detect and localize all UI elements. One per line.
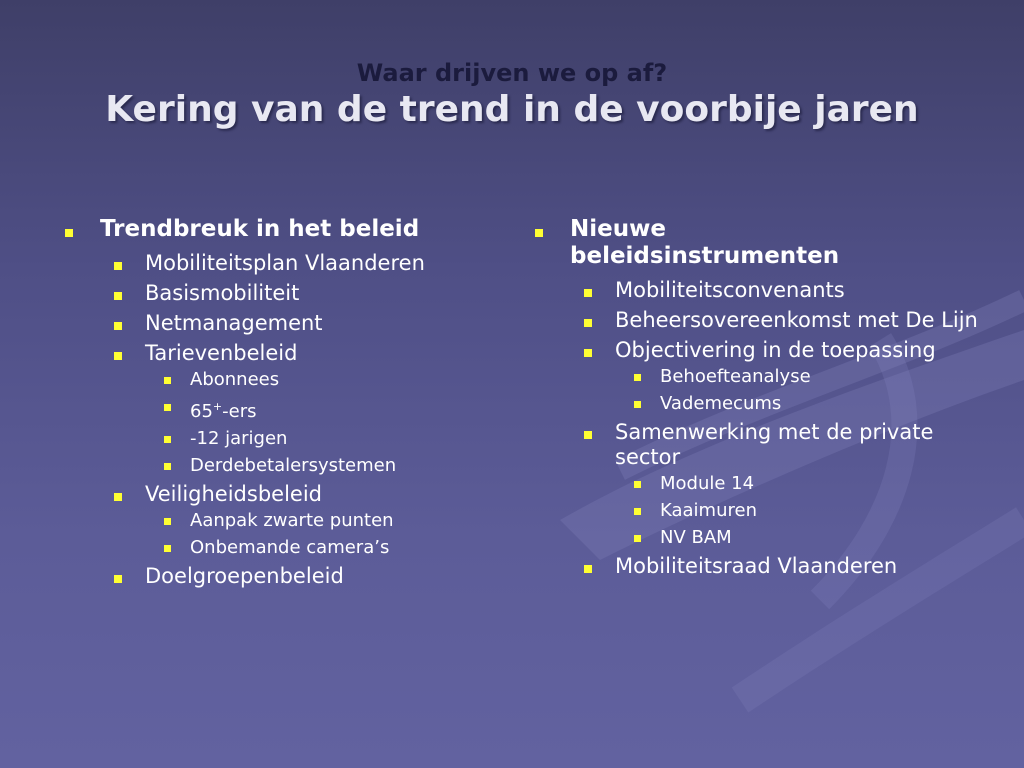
item-text: Mobiliteitsplan Vlaanderen: [145, 251, 425, 275]
bullet-square-icon: [164, 436, 171, 443]
item-text: Basismobiliteit: [145, 281, 300, 305]
bullet-square-icon: [634, 481, 641, 488]
bullet-square-icon: [634, 374, 641, 381]
item-text: Veiligheidsbeleid: [145, 482, 322, 506]
bullet-square-icon: [114, 322, 122, 330]
item-text: Derdebetalersystemen: [190, 455, 397, 476]
bullet-square-icon: [164, 518, 171, 525]
item-text: Beheersovereenkomst met De Lijn: [615, 308, 978, 332]
list-subitem: [60, 396, 520, 423]
right-bullet-list: [530, 216, 990, 579]
item-text: Module 14: [660, 473, 755, 494]
bullet-square-icon: [114, 292, 122, 300]
list-subitem: [60, 510, 520, 532]
list-item: [530, 420, 990, 470]
bullet-square-icon: [584, 319, 592, 327]
bullet-square-icon: [584, 289, 592, 297]
list-item: [530, 338, 990, 363]
bullet-square-icon: [535, 229, 543, 237]
bullet-square-icon: [65, 229, 73, 237]
item-text: Mobiliteitsconvenants: [615, 278, 845, 302]
item-text: -12 jarigen: [190, 428, 288, 449]
left-column: [60, 214, 520, 589]
list-item: [530, 278, 990, 303]
list-heading: [530, 216, 990, 270]
slide-subtitle: Waar drijven we op af?: [356, 59, 668, 87]
bullet-square-icon: [114, 493, 122, 501]
item-text: Onbemande camera’s: [190, 537, 390, 558]
list-subitem: [530, 527, 990, 549]
bullet-square-icon: [164, 404, 171, 411]
slide-title: Kering van de trend in de voorbije jaren: [105, 89, 919, 130]
list-item: [60, 251, 520, 276]
item-text: Kaaimuren: [660, 500, 757, 521]
list-subitem: [60, 455, 520, 477]
list-item: [60, 482, 520, 507]
list-subitem: [60, 369, 520, 391]
list-subitem: [530, 500, 990, 522]
list-item: [60, 281, 520, 306]
list-item: [530, 554, 990, 579]
list-heading: [60, 216, 520, 243]
item-text-suffix: -ers: [222, 401, 257, 422]
item-text: Samenwerking met de private sector: [615, 420, 934, 469]
bullet-square-icon: [164, 545, 171, 552]
item-text: 65: [190, 401, 213, 422]
list-subitem: [60, 537, 520, 559]
list-item: [530, 308, 990, 333]
item-text: Tarievenbeleid: [145, 341, 298, 365]
bullet-square-icon: [584, 349, 592, 357]
bullet-square-icon: [634, 401, 641, 408]
item-text: Behoefteanalyse: [660, 366, 811, 387]
list-item: [60, 311, 520, 336]
list-subitem: [530, 366, 990, 388]
list-subitem: [530, 393, 990, 415]
bullet-square-icon: [584, 431, 592, 439]
bullet-square-icon: [114, 352, 122, 360]
bullet-square-icon: [164, 377, 171, 384]
item-text: Aanpak zwarte punten: [190, 510, 394, 531]
bullet-square-icon: [114, 262, 122, 270]
heading-text: Trendbreuk in het beleid: [100, 216, 420, 242]
bullet-square-icon: [584, 565, 592, 573]
list-item: [60, 341, 520, 366]
heading-text: Nieuwe: [570, 216, 666, 242]
item-text: NV BAM: [660, 527, 732, 548]
item-text: Netmanagement: [145, 311, 323, 335]
item-text: Vademecums: [660, 393, 782, 414]
superscript-plus: +: [212, 400, 223, 413]
bullet-square-icon: [164, 463, 171, 470]
item-text: Objectivering in de toepassing: [615, 338, 936, 362]
item-text: Doelgroepenbeleid: [145, 564, 344, 588]
list-subitem: [530, 473, 990, 495]
item-text: Mobiliteitsraad Vlaanderen: [615, 554, 898, 578]
bullet-square-icon: [634, 508, 641, 515]
bullet-square-icon: [634, 535, 641, 542]
bullet-square-icon: [114, 575, 122, 583]
right-column: [530, 214, 990, 579]
item-text: Abonnees: [190, 369, 280, 390]
left-bullet-list: [60, 216, 520, 589]
list-subitem: [60, 428, 520, 450]
list-item: [60, 564, 520, 589]
heading-text-line2: beleidsinstrumenten: [570, 243, 840, 269]
title-block: [0, 58, 1024, 132]
